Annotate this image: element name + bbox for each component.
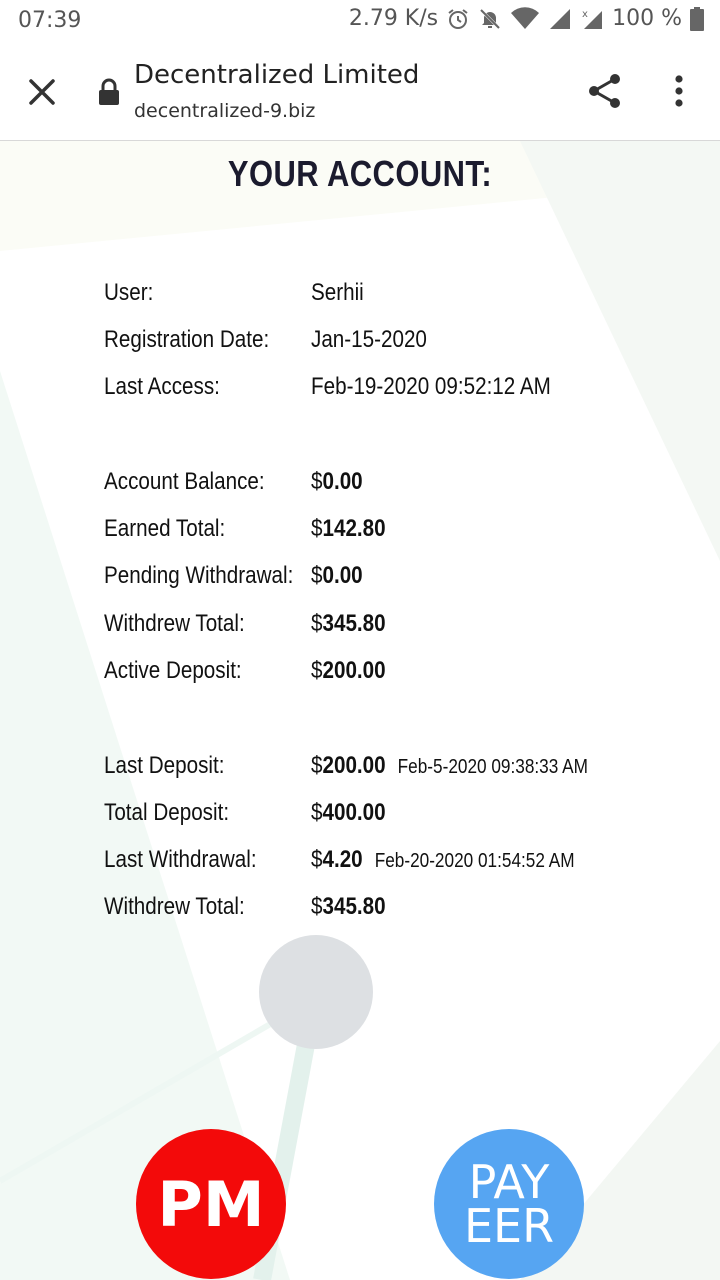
- signal-x-icon: [580, 7, 604, 31]
- row-last-access: [104, 373, 704, 413]
- row-label: Withdrew Total:: [104, 893, 245, 920]
- row-value: $0.00: [311, 562, 363, 589]
- row-label: Last Withdrawal:: [104, 846, 257, 873]
- more-vert-icon[interactable]: [664, 72, 694, 110]
- mute-icon: [478, 7, 502, 31]
- row-label: Account Balance:: [104, 468, 265, 495]
- row-active-deposit: [104, 657, 704, 697]
- row-label: Last Access:: [104, 373, 220, 400]
- row-value: Jan-15-2020: [311, 326, 427, 353]
- battery-icon: [690, 7, 704, 31]
- wifi-icon: [510, 7, 540, 31]
- share-icon[interactable]: [586, 72, 624, 110]
- browser-toolbar: [0, 44, 720, 141]
- account-heading: YOUR ACCOUNT:: [227, 153, 493, 194]
- row-label: Registration Date:: [104, 326, 270, 353]
- row-user: [104, 279, 704, 319]
- row-label: Total Deposit:: [104, 799, 230, 826]
- pm-logo-text: PM: [157, 1167, 265, 1241]
- payeer-logo-text-top: PAY: [468, 1155, 550, 1209]
- row-label: Active Deposit:: [104, 657, 242, 684]
- row-value: $345.80: [311, 610, 386, 637]
- alarm-icon: [446, 7, 470, 31]
- row-value: $0.00: [311, 468, 363, 495]
- page-content: [0, 141, 720, 1280]
- row-value: $200.00: [311, 657, 386, 684]
- row-timestamp: Feb-20-2020 01:54:52 AM: [374, 850, 575, 872]
- row-label: Withdrew Total:: [104, 610, 245, 637]
- signal-icon: [548, 7, 572, 31]
- row-value: $400.00: [311, 799, 386, 826]
- payeer-logo[interactable]: [434, 1129, 584, 1279]
- row-value: $4.20 Feb-20-2020 01:54:52 AM: [311, 846, 575, 873]
- row-value: $142.80: [311, 515, 386, 542]
- status-time: 07:39: [18, 8, 82, 33]
- status-icons: [349, 6, 704, 31]
- row-label: User:: [104, 279, 154, 306]
- page-title: Decentralized Limited: [134, 60, 420, 90]
- perfect-money-logo[interactable]: [136, 1129, 286, 1279]
- row-earned-total: [104, 515, 704, 555]
- row-withdrew-total-2: [104, 893, 704, 933]
- row-withdrew-total: [104, 610, 704, 650]
- row-registration-date: [104, 326, 704, 366]
- row-value: $345.80: [311, 893, 386, 920]
- row-last-withdrawal: [104, 846, 704, 886]
- page-url[interactable]: decentralized-9.biz: [134, 100, 316, 122]
- row-value: Serhii: [311, 279, 364, 306]
- row-label: Pending Withdrawal:: [104, 562, 294, 589]
- row-timestamp: Feb-5-2020 09:38:33 AM: [397, 756, 588, 778]
- row-last-deposit: [104, 752, 704, 792]
- status-bar: [0, 0, 720, 44]
- payeer-logo-text-bottom: EER: [463, 1199, 555, 1253]
- network-speed: 2.79 K/s: [348, 6, 439, 31]
- row-value: $200.00 Feb-5-2020 09:38:33 AM: [311, 752, 588, 779]
- close-icon[interactable]: [22, 72, 62, 112]
- row-label: Last Deposit:: [104, 752, 225, 779]
- row-label: Earned Total:: [104, 515, 226, 542]
- svg-text:x: x: [582, 8, 589, 20]
- row-value: Feb-19-2020 09:52:12 AM: [311, 373, 551, 400]
- row-pending-withdrawal: [104, 562, 704, 602]
- row-account-balance: [104, 468, 704, 508]
- row-total-deposit: [104, 799, 704, 839]
- lock-icon: [98, 78, 120, 106]
- battery-percent: 100 %: [612, 6, 682, 31]
